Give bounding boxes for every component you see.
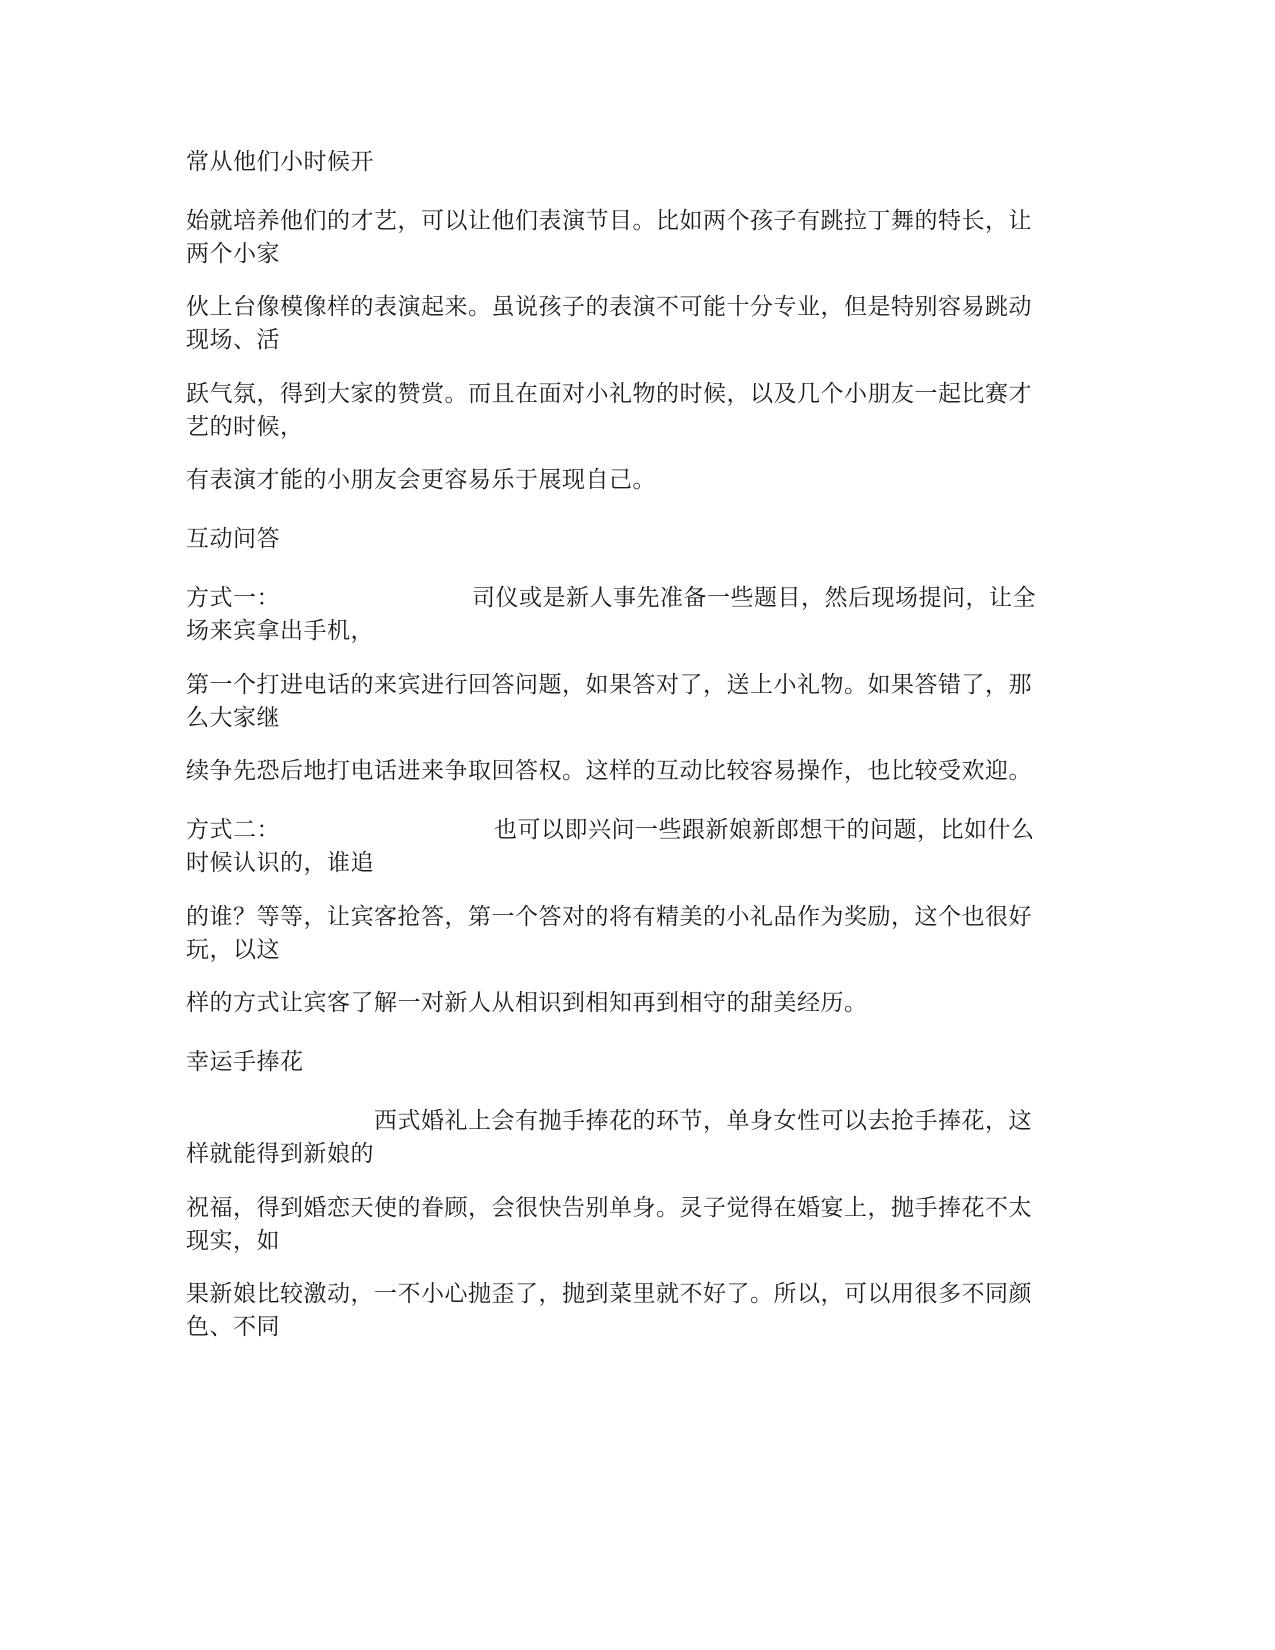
text-line: 时候认识的，谁追 xyxy=(186,850,374,876)
text-line: 样就能得到新娘的 xyxy=(186,1141,374,1167)
text-line xyxy=(186,582,1086,615)
heading-text: 幸运手捧花 xyxy=(186,1049,304,1075)
paragraph xyxy=(186,205,1086,271)
text-line: 现实，如 xyxy=(186,1228,280,1254)
text-line: 始就培养他们的才艺，可以让他们表演节目。比如两个孩子有跳拉丁舞的特长，让 xyxy=(186,208,1032,234)
text-line: 艺的时候， xyxy=(186,414,304,440)
method-label: 方式一： xyxy=(186,585,280,611)
text-line: 场来宾拿出手机， xyxy=(186,618,374,644)
paragraph xyxy=(186,987,1086,1020)
text-line: 伙上台像模像样的表演起来。虽说孩子的表演不可能十分专业，但是特别容易跳动 xyxy=(186,294,1032,320)
text-line: 色、不同 xyxy=(186,1314,280,1340)
text-line xyxy=(186,814,1086,847)
text-line: 续争先恐后地打电话进来争取回答权。这样的互动比较容易操作，也比较受欢迎。 xyxy=(186,758,1032,784)
paragraph xyxy=(186,582,1086,648)
text-line: 样的方式让宾客了解一对新人从相识到相知再到相守的甜美经历。 xyxy=(186,990,868,1016)
method-text: 也可以即兴问一些跟新娘新郎想干的问题，比如什么 xyxy=(494,817,1035,843)
text-line: 常从他们小时候开 xyxy=(186,149,374,175)
text-line: 果新娘比较激动，一不小心抛歪了，抛到菜里就不好了。所以，可以用很多不同颜 xyxy=(186,1281,1032,1307)
paragraph xyxy=(186,146,1086,179)
text-line: 现场、活 xyxy=(186,327,280,353)
paragraph xyxy=(186,1192,1086,1258)
paragraph xyxy=(186,669,1086,735)
paragraph xyxy=(186,378,1086,444)
text-line: 第一个打进电话的来宾进行回答问题，如果答对了，送上小礼物。如果答错了，那 xyxy=(186,672,1032,698)
text-line: 玩，以这 xyxy=(186,937,280,963)
section-heading xyxy=(186,523,1086,556)
paragraph xyxy=(186,291,1086,357)
paragraph xyxy=(186,755,1086,788)
paragraph xyxy=(186,1278,1086,1344)
text-line: 跃气氛，得到大家的赞赏。而且在面对小礼物的时候，以及几个小朋友一起比赛才 xyxy=(186,381,1032,407)
text-line: 么大家继 xyxy=(186,705,280,731)
text-line: 两个小家 xyxy=(186,241,280,267)
text-line: 有表演才能的小朋友会更容易乐于展现自己。 xyxy=(186,467,656,493)
paragraph-text: 西式婚礼上会有抛手捧花的环节，单身女性可以去抢手捧花，这 xyxy=(374,1108,1032,1134)
method-label: 方式二： xyxy=(186,817,280,843)
text-line: 祝福，得到婚恋天使的眷顾，会很快告别单身。灵子觉得在婚宴上，抛手捧花不太 xyxy=(186,1195,1032,1221)
text-line xyxy=(186,1105,1086,1138)
text-line: 的谁？等等，让宾客抢答，第一个答对的将有精美的小礼品作为奖励，这个也很好 xyxy=(186,904,1032,930)
paragraph xyxy=(186,814,1086,880)
method-text: 司仪或是新人事先准备一些题目，然后现场提问，让全 xyxy=(472,585,1036,611)
paragraph xyxy=(186,1105,1086,1171)
paragraph xyxy=(186,901,1086,967)
section-heading xyxy=(186,1046,1086,1079)
paragraph xyxy=(186,464,1086,497)
heading-text: 互动问答 xyxy=(186,526,280,552)
